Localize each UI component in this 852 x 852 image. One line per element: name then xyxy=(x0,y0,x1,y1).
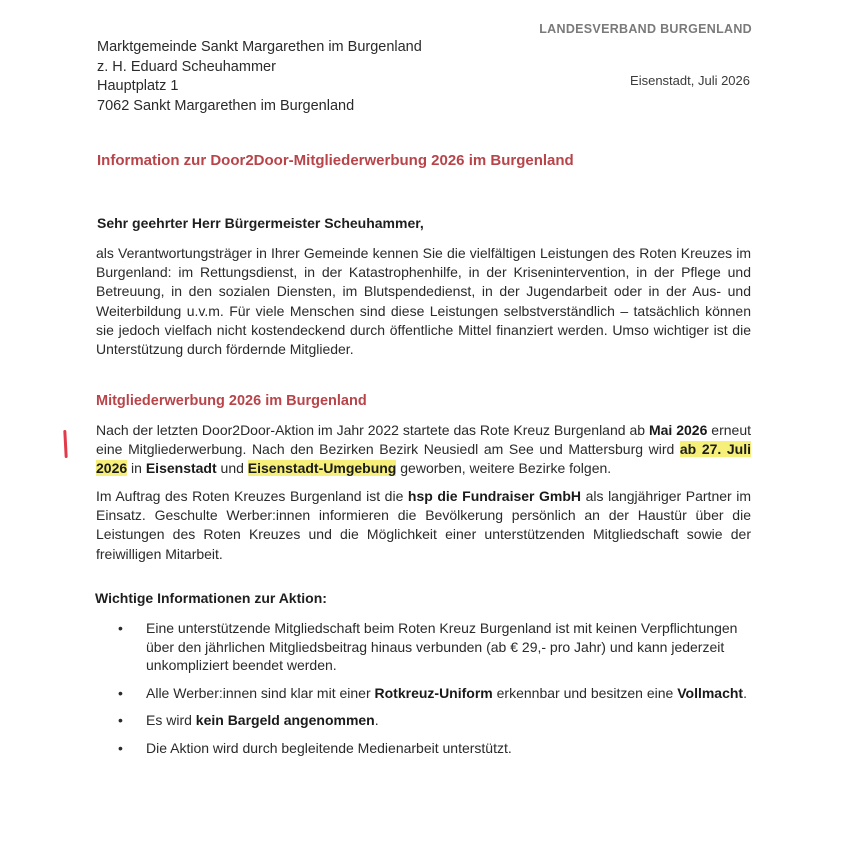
intro-paragraph: als Verantwortungsträger in Ihrer Gemeinde kennen Sie die vielfältigen Leistungen des Roten Kreuzes im Burgenland: im Rettungsdienst, in der Katastrophenhilfe, in der Krisenintervention, in der Pflege und Betreuung, in den sozialen Diensten, im Blutspendedienst, in der Jugendarbeit oder in der Aus- und Weiterbildung u.v.m. Für viele Menschen sind diese Leistungen selbstverständlich – tatsächlich können sie jedoch vielfach nicht kostendeckend durch öffentliche Mittel finanziert werden. Umso wichtiger ist die Unterstützung durch fördernde Mitglieder. xyxy=(96,245,751,358)
text-run: . xyxy=(743,684,747,701)
bullet: • xyxy=(118,712,123,728)
recipient-address xyxy=(97,38,422,116)
salutation: Sehr geehrter Herr Bürgermeister Scheuhammer, xyxy=(97,215,424,231)
text-run: Es wird xyxy=(146,712,196,728)
partner-paragraph xyxy=(96,487,751,564)
recipient-line: z. H. Eduard Scheuhammer xyxy=(97,58,276,75)
recipient-line: 7062 Sankt Margarethen im Burgenland xyxy=(97,97,355,114)
info-list xyxy=(118,619,752,766)
bold-text: hsp die Fundraiser GmbH xyxy=(407,488,582,504)
recipient-line: Hauptplatz 1 xyxy=(97,78,179,94)
list-item xyxy=(118,739,752,758)
text-run: erneut eine Mitgliederwerbung. Nach den Bezirken Bezirk Neusiedl am See und Mattersburg wird xyxy=(96,422,751,458)
text-run: und xyxy=(216,460,248,477)
bullet: • xyxy=(118,620,123,636)
list-item xyxy=(118,684,752,703)
margin-mark xyxy=(63,430,67,458)
highlighted-district: Eisenstadt-Umgebung xyxy=(247,460,397,477)
text-run: Im Auftrag des Roten Kreuzes Burgenland ist die xyxy=(96,488,408,504)
text-run: Eine unterstützende Mitgliedschaft beim Roten Kreuz Burgenland ist mit keinen Verpflichtungen über den jährlichen Mitgliedsbeitrag hinaus verbunden (ab € 29,- pro Jahr) und kann jederzeit unkompliziert beendet werden. xyxy=(146,620,738,673)
bullet: • xyxy=(118,684,123,701)
bold-text: Eisenstadt xyxy=(145,460,217,477)
text-run: Nach der letzten Door2Door-Aktion im Jahr 2022 startete das Rote Kreuz Burgenland ab xyxy=(96,422,649,438)
organization-name: LANDESVERBAND BURGENLAND xyxy=(539,22,752,36)
campaign-paragraph xyxy=(96,421,751,479)
bullet: • xyxy=(118,739,123,756)
list-item xyxy=(118,619,752,675)
text-run: Die Aktion wird durch begleitende Medienarbeit unterstützt. xyxy=(146,739,512,756)
bold-text: Rotkreuz-Uniform xyxy=(374,684,493,701)
text-run: Alle Werber:innen sind klar mit einer xyxy=(146,684,375,701)
letter-subject: Information zur Door2Door-Mitgliederwerbung 2026 im Burgenland xyxy=(97,152,574,169)
text-run: erkennbar und besitzen eine xyxy=(492,684,678,701)
text-run: in xyxy=(127,460,146,477)
place-date: Eisenstadt, Juli 2026 xyxy=(630,73,750,88)
list-item xyxy=(118,711,752,730)
text-run: als langjähriger Partner im Einsatz. Geschulte Werber:innen informieren die Bevölkerung persönlich an der Haustür über die Leistungen des Roten Kreuzes und die Möglichkeit einer unterstützenden Mitgliedschaft sowie der freiwilligen Mitarbeit. xyxy=(96,488,752,562)
bold-text: kein Bargeld angenommen xyxy=(195,712,375,728)
recipient-line: Marktgemeinde Sankt Margarethen im Burgenland xyxy=(97,39,422,55)
bold-text: Vollmacht xyxy=(677,684,744,701)
highlighted-date: ab 27. Juli 2026 xyxy=(96,441,752,477)
bold-text: Mai 2026 xyxy=(648,422,708,438)
info-title: Wichtige Informationen zur Aktion: xyxy=(95,590,327,606)
section-title: Mitgliederwerbung 2026 im Burgenland xyxy=(96,393,367,409)
text-run: . xyxy=(374,712,379,728)
text-run: geworben, weitere Bezirke folgen. xyxy=(396,460,612,477)
